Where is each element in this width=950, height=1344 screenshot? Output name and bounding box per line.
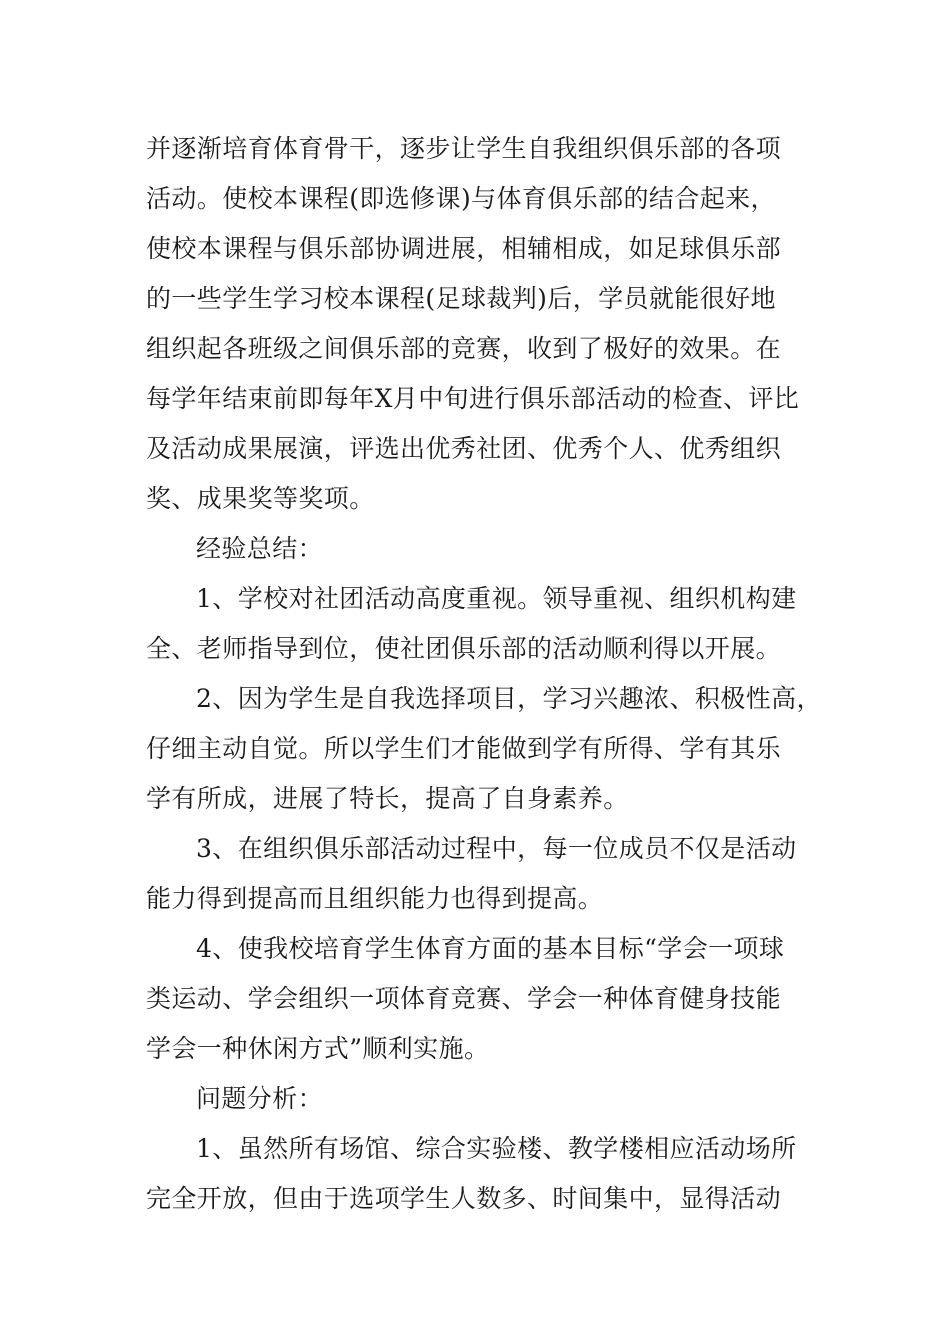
section-heading-experience: 经验总结： <box>196 534 324 563</box>
text-line: 学会一种休闲方式”顺利实施。 <box>146 1034 490 1063</box>
section-heading-problems: 问题分析： <box>196 1084 324 1113</box>
text-line: 全、老师指导到位，使社团俱乐部的活动顺利得以开展。 <box>146 634 782 663</box>
text-line: 完全开放，但由于选项学生人数多、时间集中，显得活动 <box>146 1184 782 1213</box>
text-line: 并逐渐培育体育骨干，逐步让学生自我组织俱乐部的各项 <box>146 134 782 163</box>
text-line: 4、使我校培育学生体育方面的基本目标“学会一项球 <box>196 934 785 963</box>
text-line: 1、虽然所有场馆、综合实验楼、教学楼相应活动场所 <box>196 1134 797 1163</box>
text-line: 能力得到提高而且组织能力也得到提高。 <box>146 884 604 913</box>
text-line: 每学年结束前即每年X月中旬进行俱乐部活动的检查、评比 <box>146 384 800 413</box>
text-line: 的一些学生学习校本课程(足球裁判)后，学员就能很好地 <box>146 284 776 313</box>
text-line: 使校本课程与俱乐部协调进展，相辅相成，如足球俱乐部 <box>146 234 782 263</box>
text-line: 活动。使校本课程(即选修课)与体育俱乐部的结合起来， <box>146 184 776 213</box>
text-line: 学有所成，进展了特长，提高了自身素养。 <box>146 784 629 813</box>
text-line: 2、因为学生是自我选择项目，学习兴趣浓、积极性高， <box>196 684 822 713</box>
text-line: 类运动、学会组织一项体育竞赛、学会一种体育健身技能 <box>146 984 782 1013</box>
text-line: 3、在组织俱乐部活动过程中，每一位成员不仅是活动 <box>196 834 797 863</box>
text-line: 1、学校对社团活动高度重视。领导重视、组织机构建 <box>196 584 797 613</box>
text-line: 奖、成果奖等奖项。 <box>146 484 375 513</box>
text-line: 仔细主动自觉。所以学生们才能做到学有所得、学有其乐 <box>146 734 782 763</box>
text-line: 及活动成果展演，评选出优秀社团、优秀个人、优秀组织 <box>146 434 782 463</box>
text-line: 组织起各班级之间俱乐部的竞赛，收到了极好的效果。在 <box>146 334 782 363</box>
